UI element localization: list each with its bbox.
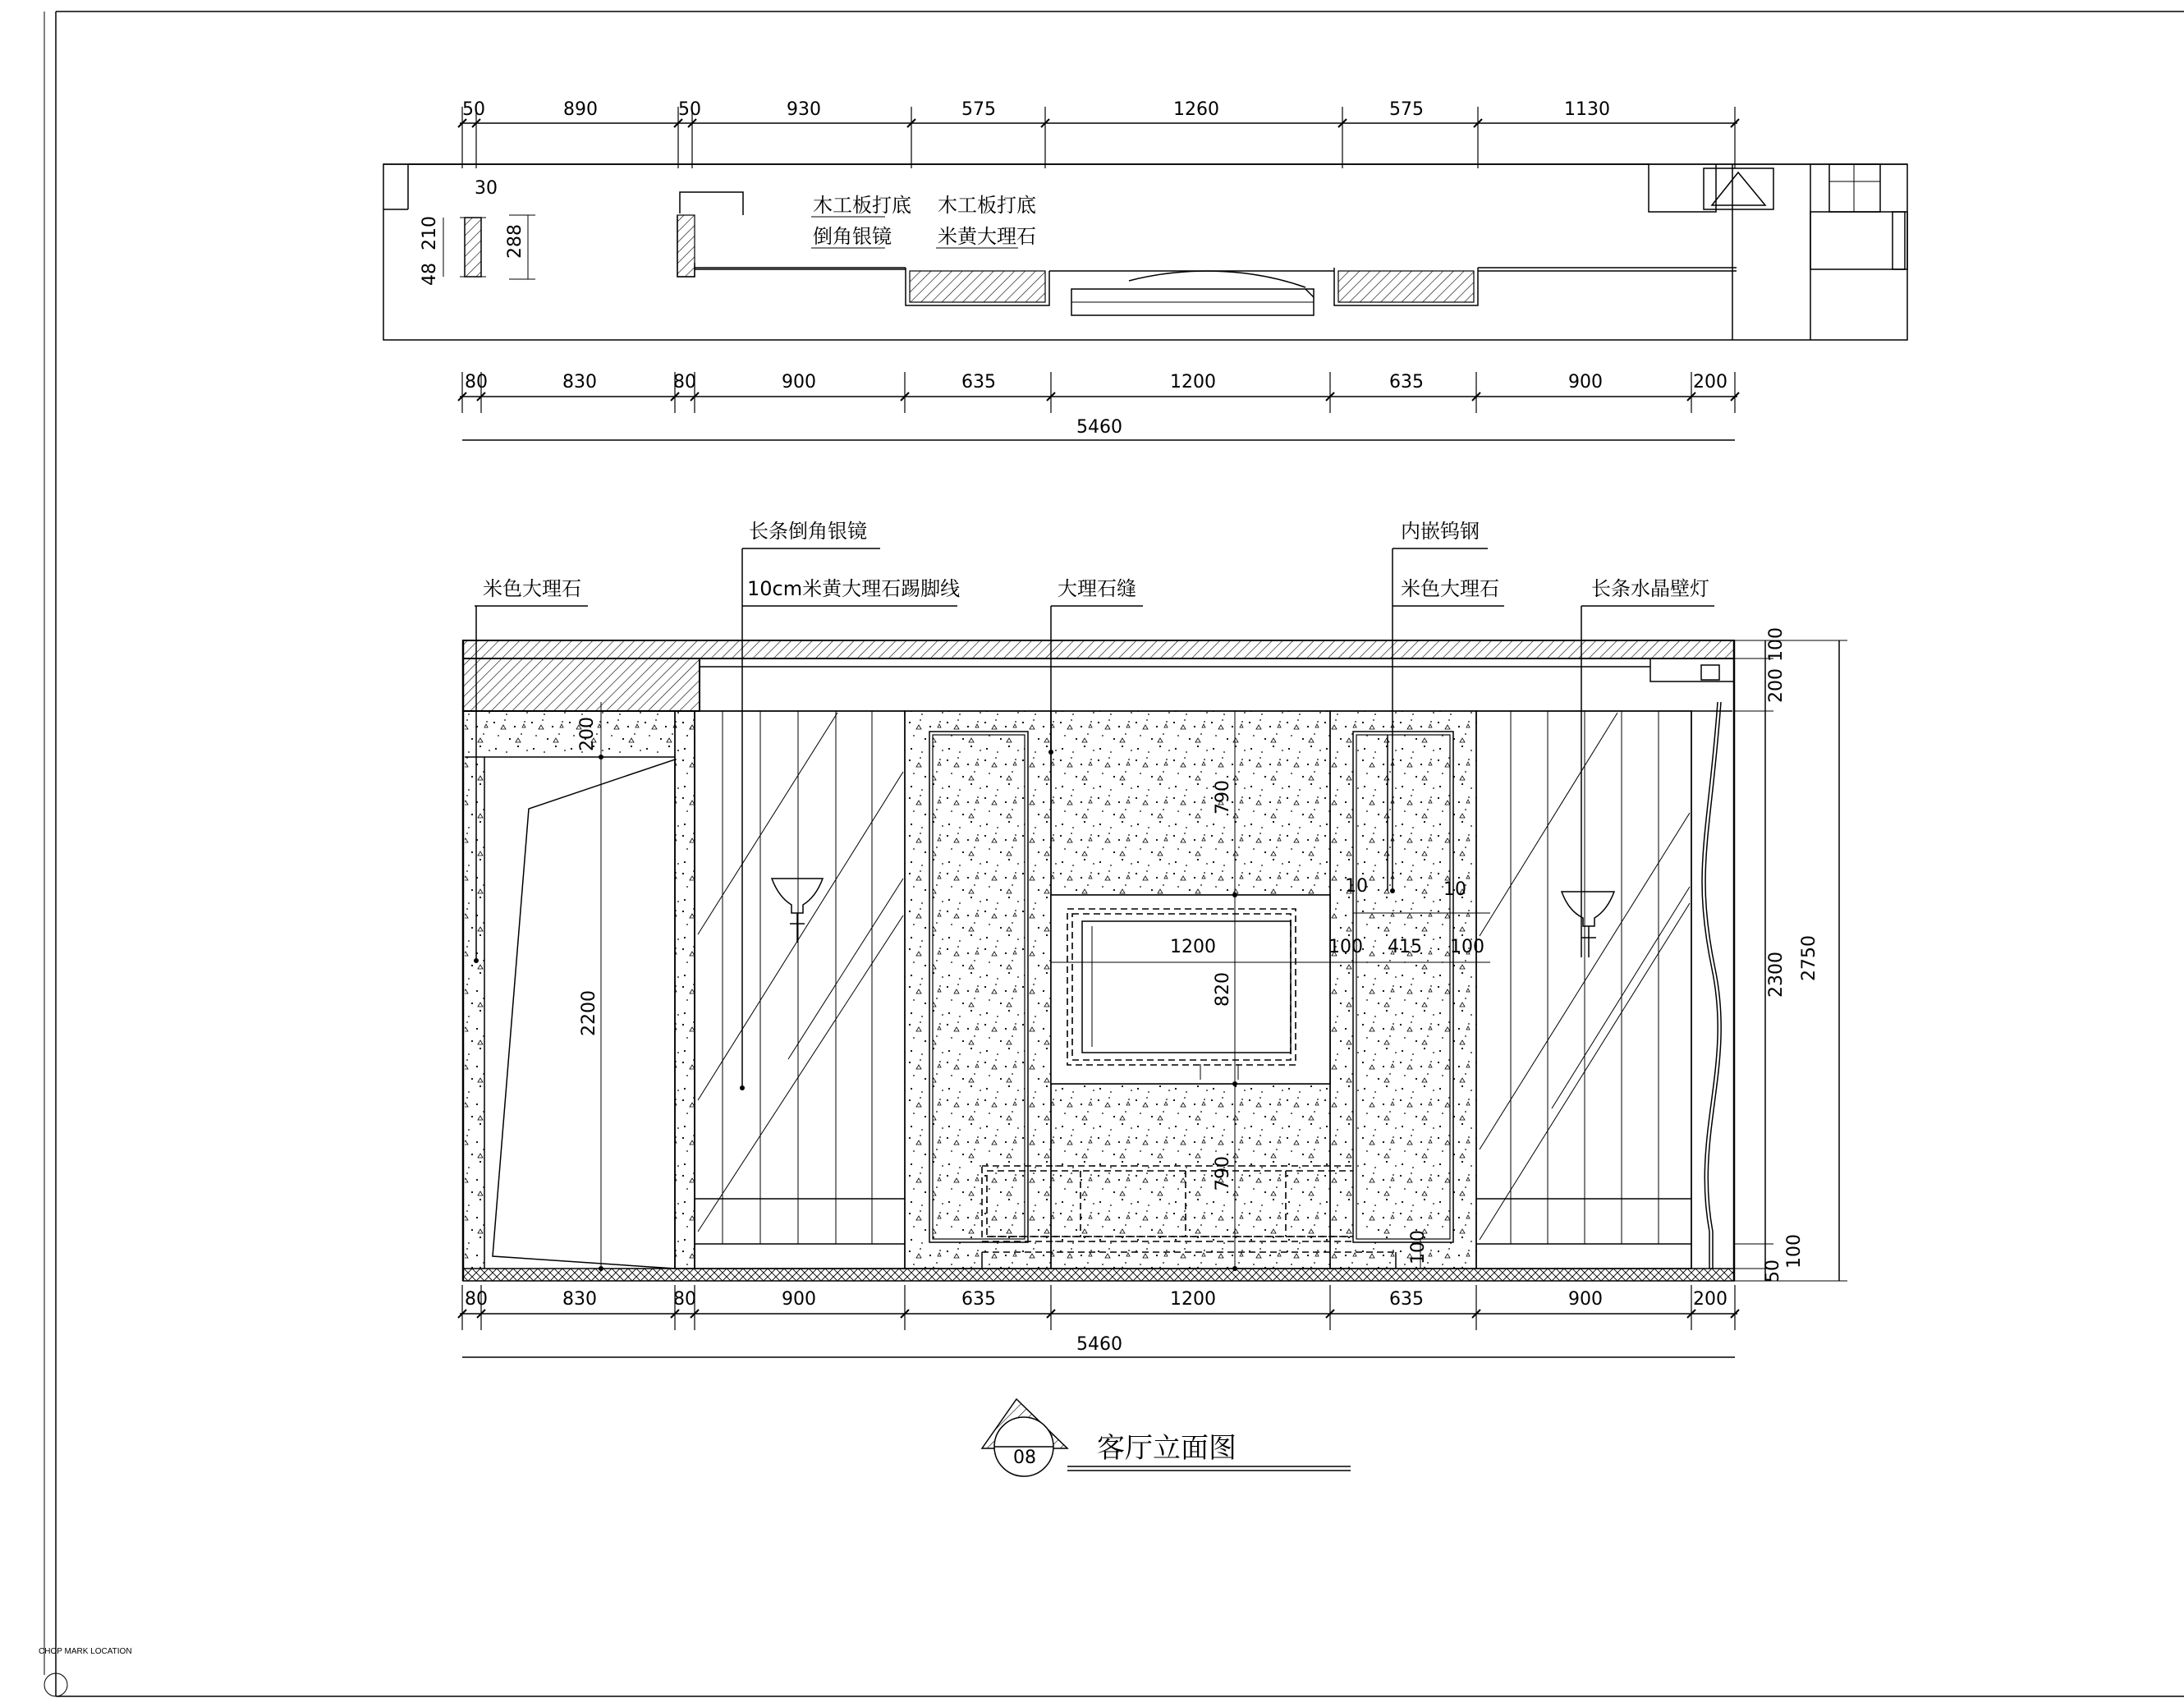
plan-bottom-dim: 1200 bbox=[1170, 372, 1216, 392]
elev-bottom-dim: 200 bbox=[1693, 1289, 1727, 1310]
callout-crystal-sconce: 长条水晶壁灯 bbox=[1591, 577, 1709, 600]
drawing-title: 客厅立面图 bbox=[1097, 1432, 1237, 1465]
callout-beige-marble-right: 米色大理石 bbox=[1401, 577, 1499, 600]
right-dim: 2300 bbox=[1766, 952, 1787, 998]
plan-note-1: 木工板打底 bbox=[813, 194, 911, 217]
wall-sconce-left bbox=[772, 879, 823, 943]
chop-mark-label: CHOP MARK LOCATION bbox=[39, 1647, 132, 1656]
inner-dim: 820 bbox=[1213, 972, 1233, 1007]
plan-top-dim: 575 bbox=[961, 99, 996, 120]
elevation-view bbox=[463, 640, 1734, 1281]
inner-dim: 415 bbox=[1388, 937, 1422, 957]
plan-bottom-dim: 900 bbox=[1568, 372, 1603, 392]
plan-top-dim: 1260 bbox=[1173, 99, 1219, 120]
callout-beige-marble-left: 米色大理石 bbox=[483, 577, 581, 600]
right-dim: 50 bbox=[1763, 1260, 1783, 1283]
plan-top-dim: 50 bbox=[462, 99, 485, 120]
inner-dim: 100 bbox=[1450, 937, 1484, 957]
right-dim: 100 bbox=[1766, 627, 1787, 662]
elev-bottom-dim: 635 bbox=[1389, 1289, 1424, 1310]
plan-top-dim: 50 bbox=[678, 99, 701, 120]
plan-bottom-dim: 80 bbox=[465, 372, 488, 392]
inner-dim: 790 bbox=[1213, 780, 1233, 814]
plan-top-dim: 1130 bbox=[1564, 99, 1610, 120]
plan-small-dim: 30 bbox=[475, 178, 498, 199]
wall-sconce-right bbox=[1562, 892, 1614, 957]
plan-outline bbox=[383, 164, 1907, 340]
inner-dim: 1200 bbox=[1170, 937, 1216, 957]
elev-bottom-dim: 1200 bbox=[1170, 1289, 1216, 1310]
elev-bottom-dim: 900 bbox=[782, 1289, 816, 1310]
plan-bottom-dim: 80 bbox=[673, 372, 696, 392]
right-dimensions bbox=[1734, 640, 1847, 1281]
plan-note-2: 倒角银镜 bbox=[813, 225, 892, 248]
plan-bottom-dim: 900 bbox=[782, 372, 816, 392]
plan-top-dim: 890 bbox=[563, 99, 598, 120]
inner-dim: 10 bbox=[1345, 876, 1368, 897]
inner-dim: 10 bbox=[1443, 879, 1466, 900]
plan-small-dim: 288 bbox=[505, 224, 525, 259]
plan-bottom-dim: 200 bbox=[1693, 372, 1727, 392]
callout-inlay-steel: 内嵌钨钢 bbox=[1401, 520, 1480, 543]
plan-top-dim: 930 bbox=[787, 99, 821, 120]
elev-bottom-dim: 80 bbox=[673, 1289, 696, 1310]
callout-skirting: 10cm米黄大理石踢脚线 bbox=[747, 577, 961, 600]
plan-view bbox=[383, 164, 1907, 340]
inner-dim: 100 bbox=[1408, 1230, 1429, 1264]
elev-bottom-dim: 830 bbox=[562, 1289, 597, 1310]
plan-bottom-dim: 635 bbox=[1389, 372, 1424, 392]
elev-bottom-dim: 635 bbox=[961, 1289, 996, 1310]
inner-dim: 100 bbox=[1328, 937, 1363, 957]
elev-bottom-dim: 900 bbox=[1568, 1289, 1603, 1310]
plan-note-4: 米黄大理石 bbox=[938, 225, 1036, 248]
inner-dim: 790 bbox=[1213, 1156, 1233, 1191]
plan-small-dim: 48 bbox=[420, 263, 440, 286]
right-dim: 100 bbox=[1784, 1234, 1805, 1269]
plan-top-dim: 575 bbox=[1389, 99, 1424, 120]
inner-dim: 2200 bbox=[579, 990, 599, 1036]
callout-bevel-mirror: 长条倒角银镜 bbox=[749, 520, 867, 543]
inner-dim: 200 bbox=[577, 717, 598, 751]
plan-bottom-dim: 830 bbox=[562, 372, 597, 392]
plan-small-dim: 210 bbox=[420, 216, 440, 250]
elev-bottom-dim: 80 bbox=[465, 1289, 488, 1310]
callout-marble-seam: 大理石缝 bbox=[1058, 577, 1136, 600]
plan-dimensions bbox=[458, 99, 1739, 440]
plan-note-3: 木工板打底 bbox=[938, 194, 1036, 217]
elev-total-dim: 5460 bbox=[1076, 1334, 1122, 1355]
plan-bottom-dim: 635 bbox=[961, 372, 996, 392]
plan-total-dim: 5460 bbox=[1076, 417, 1122, 438]
right-dim: 2750 bbox=[1799, 935, 1819, 981]
sheet-number: 08 bbox=[1013, 1448, 1036, 1468]
right-dim: 200 bbox=[1766, 668, 1787, 703]
